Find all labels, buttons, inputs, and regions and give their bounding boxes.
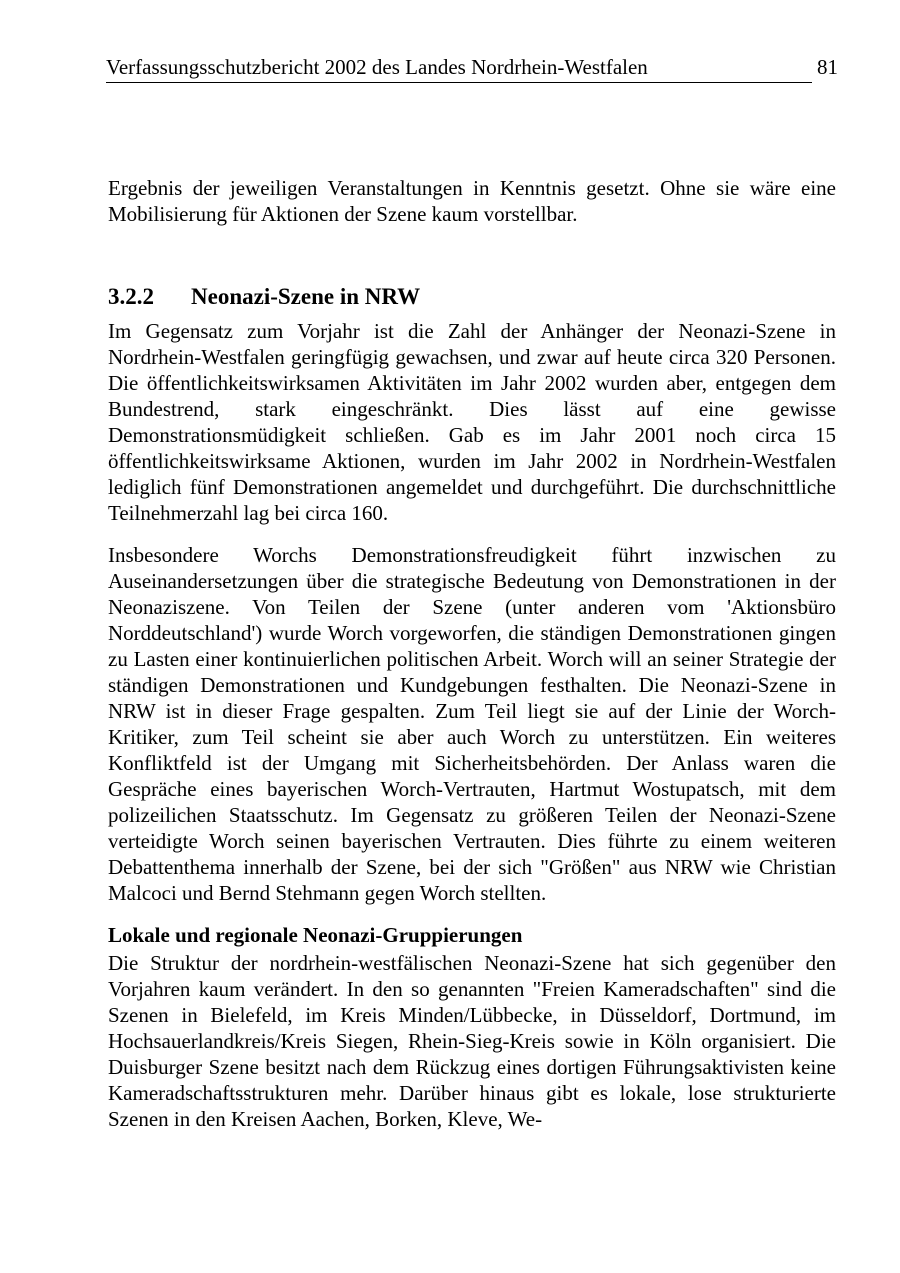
paragraph: Die Struktur der nordrhein-westfälischen Neonazi-Szene hat sich gegenüber den Vorjahren kaum verändert. In den so genannten "Freien Kameradschaften" sind die Szenen in Bielefeld, im Kreis Minden/Lübbecke, in Düsseldorf, Dortmund, im Hochsauerlandkreis/Kreis Siegen, Rhein-Sieg-Kreis sowie in Köln organisiert. Die Duisburger Szene besitzt nach dem Rückzug eines dortigen Führungsaktivisten keine Kameradschaftsstrukturen mehr. Darüber hinaus gibt es lokale, lose strukturierte Szenen in den Kreisen Aachen, Borken, Kleve, We- xyxy=(108,951,836,1131)
section-heading xyxy=(108,282,836,312)
page-number: 81 xyxy=(817,55,838,79)
running-header xyxy=(106,52,838,82)
paragraph: Insbesondere Worchs Demonstrationsfreudigkeit führt inzwischen zu Auseinandersetzungen über die strategische Bedeutung von Demonstrationen in der Neonaziszene. Von Teilen der Szene (unter anderen vom 'Aktionsbüro Norddeutschland') wurde Worch vorgeworfen, die ständigen Demonstrationen gingen zu Lasten einer kontinuierlichen politischen Arbeit. Worch will an seiner Strategie der ständigen Demonstrationen und Kundgebungen festhalten. Die Neonazi-Szene in NRW ist in dieser Frage gespalten. Zum Teil liegt sie auf der Linie der Worch-Kritiker, zum Teil scheint sie aber auch Worch zu unterstützen. Ein weiteres Konfliktfeld ist der Umgang mit Sicherheitsbehörden. Der Anlass waren die Gespräche eines bayerischen Worch-Vertrauten, Hartmut Wostupatsch, mit dem polizeilichen Staatsschutz. Im Gegensatz zu größeren Teilen der Neonazi-Szene verteidigte Worch seinen bayerischen Vertrauten. Dies führte zu einem weiteren Debattenthema innerhalb der Szene, bei der sich "Größen" aus NRW wie Christian Malcoci und Bernd Stehmann gegen Worch stellten. xyxy=(108,543,836,905)
paragraph: Im Gegensatz zum Vorjahr ist die Zahl der Anhänger der Neonazi-Szene in Nordrhein-Westfalen geringfügig gewachsen, und zwar auf heute circa 320 Personen. Die öffentlichkeitswirksamen Aktivitäten im Jahr 2002 wurden aber, entgegen dem Bundestrend, stark eingeschränkt. Dies lässt auf eine gewisse Demonstrationsmüdigkeit schließen. Gab es im Jahr 2001 noch circa 15 öffentlichkeitswirksame Aktionen, wurden im Jahr 2002 in Nordrhein-Westfalen lediglich fünf Demonstrationen angemeldet und durchgeführt. Die durchschnittliche Teilnehmerzahl lag bei circa 160. xyxy=(108,319,836,525)
intro-paragraph: Ergebnis der jeweiligen Veranstaltungen in Kenntnis gesetzt. Ohne sie wäre eine Mobilisierung für Aktionen der Szene kaum vorstellbar. xyxy=(108,176,836,226)
header-divider xyxy=(106,82,812,83)
subheading: Lokale und regionale Neonazi-Gruppierungen xyxy=(108,923,523,947)
section-number: 3.2.2 xyxy=(108,284,154,309)
page-body xyxy=(108,175,836,1132)
header-title: Verfassungsschutzbericht 2002 des Landes Nordrhein-Westfalen xyxy=(106,55,648,79)
section-title: Neonazi-Szene in NRW xyxy=(191,284,421,309)
